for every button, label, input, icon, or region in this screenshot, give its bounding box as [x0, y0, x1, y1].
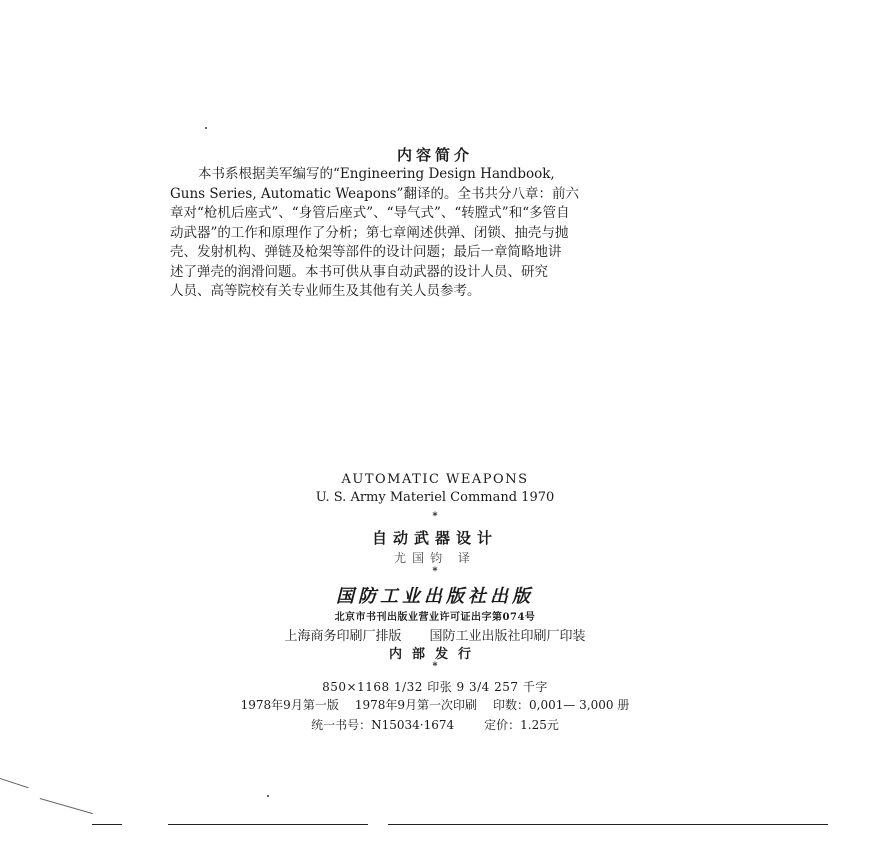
publisher: 国防工业出版社出版	[336, 586, 534, 607]
typesetter: 上海商务印刷厂排版	[284, 629, 402, 644]
separator-star: *	[432, 511, 438, 522]
summary-paragraph	[170, 165, 670, 302]
scan-edge-mark	[0, 778, 29, 788]
book-number-line	[0, 716, 870, 733]
price: 定价：1.25元	[484, 718, 559, 732]
book-number: 统一书号：N15034·1674	[311, 718, 455, 732]
summary-line: 章对“枪机后座式”、“身管后座式”、“导气式”、“转膛式”和“多管自	[170, 205, 570, 221]
separator-star: *	[432, 661, 438, 672]
summary-title: 内容简介	[396, 146, 473, 164]
speck	[205, 127, 207, 129]
print-run: 印数：0,001— 3,000 册	[493, 698, 630, 712]
summary-line: 动武器”的工作和原理作了分析；第七章阐述供弹、闭锁、抽壳与抛	[170, 224, 569, 241]
chinese-title: 自动武器设计	[371, 529, 498, 547]
bottom-rule	[388, 824, 828, 825]
printer: 国防工业出版社印刷厂印装	[429, 629, 586, 644]
edition-date: 1978年9月第一版	[240, 698, 339, 712]
edition-line	[0, 696, 870, 713]
separator-star: *	[432, 566, 438, 577]
summary-line: Guns Series, Automatic Weapons”翻译的。全书共分八章：前六	[170, 185, 579, 202]
summary-line: 壳、发射机构、弹链及枪架等部件的设计问题；最后一章简略地讲	[170, 244, 562, 260]
bottom-rule	[168, 824, 368, 825]
specs: 850×1168 1/32 印张 9 3/4 257 千字	[322, 680, 548, 694]
scan-edge-mark	[40, 798, 93, 814]
summary-line: 人员、高等院校有关专业师生及其他有关人员参考。	[170, 283, 481, 299]
summary-line: 本书系根据美军编写的“Engineering Design Handbook,	[198, 166, 555, 182]
translator: 尤国钧 译	[394, 551, 476, 565]
bottom-rule	[92, 824, 122, 825]
license-number: 北京市书刊出版业营业许可证出字第074号	[334, 612, 536, 623]
speck	[267, 795, 269, 797]
english-subtitle: U. S. Army Materiel Command 1970	[315, 490, 555, 505]
summary-line: 述了弹壳的润滑问题。本书可供从事自动武器的设计人员、研究	[170, 263, 548, 280]
printers-line	[0, 625, 870, 644]
english-title: AUTOMATIC WEAPONS	[341, 472, 529, 487]
distribution: 内部发行	[388, 647, 481, 662]
printing-date: 1978年9月第一次印刷	[354, 698, 478, 712]
